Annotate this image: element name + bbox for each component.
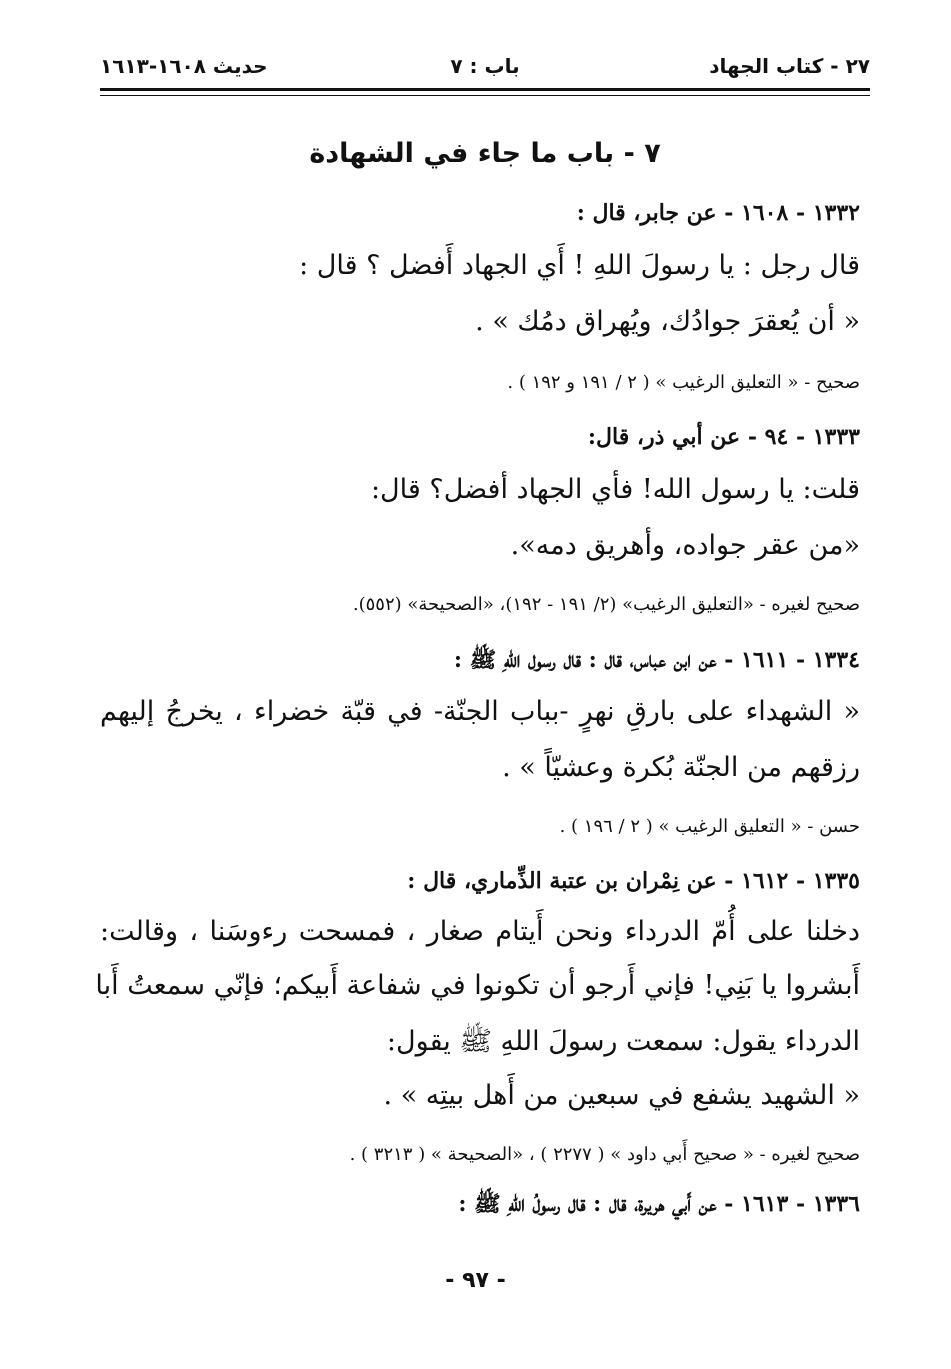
- hadith-heading: ١٣٣٢ - ١٦٠٨ - عن جابر، قال :: [576, 200, 860, 226]
- running-header: [100, 50, 870, 86]
- header-chapter: ٢٧ - كتاب الجهاد: [709, 54, 870, 78]
- hadith-text: دخلنا على أُمّ الدرداء ونحن أَيتام صغار ، فمسحت رءوسَنا ، وقالت:: [100, 916, 860, 947]
- hadith-heading: ١٣٣٣ - ٩٤ - عن أبي ذر، قال:: [587, 424, 860, 450]
- hadith-heading: ١٣٣٦ - ١٦١٣ - عن أَبي هريرة، قال : قال رسولُ اللهِ ﷺ :: [458, 1191, 860, 1217]
- hadith-grading: صحيح لغيره - « صحيح أَبي داود » ( ٢٢٧٧ ) ، «الصحيحة » ( ٣٢١٣ ) .: [349, 1144, 860, 1165]
- hadith-text: أَبشروا يا بَنِي! فإني أَرجو أن تكونوا في شفاعة أَبيكم؛ فإنّي سمعتُ أَبا: [95, 970, 860, 1001]
- section-title: ٧ - باب ما جاء في الشهادة: [309, 138, 661, 169]
- header-rule-thin: [100, 95, 870, 96]
- hadith-text: رزقهم من الجنّة بُكرة وعشيّاً » .: [502, 752, 860, 783]
- hadith-text: « الشهيد يشفع في سبعين من أَهل بيتِه » .: [383, 1080, 860, 1111]
- hadith-grading: صحيح لغيره - «التعليق الرغيب» (٢/ ١٩١ - ١٩٢)، «الصحيحة» (٥٥٢).: [352, 594, 860, 615]
- page-number: - ٩٧ -: [445, 1268, 506, 1293]
- hadith-grading: حسن - « التعليق الرغيب » ( ٢ / ١٩٦ ) .: [559, 816, 860, 837]
- header-bab: باب : ٧: [450, 54, 520, 78]
- hadith-heading: ١٣٣٤ - ١٦١١ - عن ابن عباس، قال : قال رسول اللهِ ﷺ :: [453, 647, 860, 673]
- header-rule-thick: [100, 88, 870, 91]
- header-hadith-range: حديث ١٦٠٨-١٦١٣: [100, 54, 268, 78]
- hadith-text: قال رجل : يا رسولَ اللهِ ! أَي الجهاد أَفضل ؟ قال :: [299, 250, 860, 281]
- hadith-text: الدرداء يقول: سمعت رسولَ اللهِ ﷺ يقول:: [386, 1026, 860, 1057]
- hadith-heading: ١٣٣٥ - ١٦١٢ - عن نِمْران بن عتبة الذِّماري، قال :: [407, 868, 860, 894]
- hadith-text: « الشهداء على بارقِ نهرٍ -بباب الجنّة- في قبّة خضراء ، يخرجُ إليهم: [100, 696, 860, 727]
- hadith-text: « أن يُعقرَ جوادُك، ويُهراق دمُك » .: [475, 306, 860, 337]
- hadith-text: «من عقر جواده، وأهريق دمه».: [510, 530, 860, 561]
- hadith-text: قلت: يا رسول الله! فأي الجهاد أفضل؟ قال:: [370, 474, 860, 505]
- hadith-grading: صحيح - « التعليق الرغيب » ( ٢ / ١٩١ و ١٩٢ ) .: [507, 372, 860, 393]
